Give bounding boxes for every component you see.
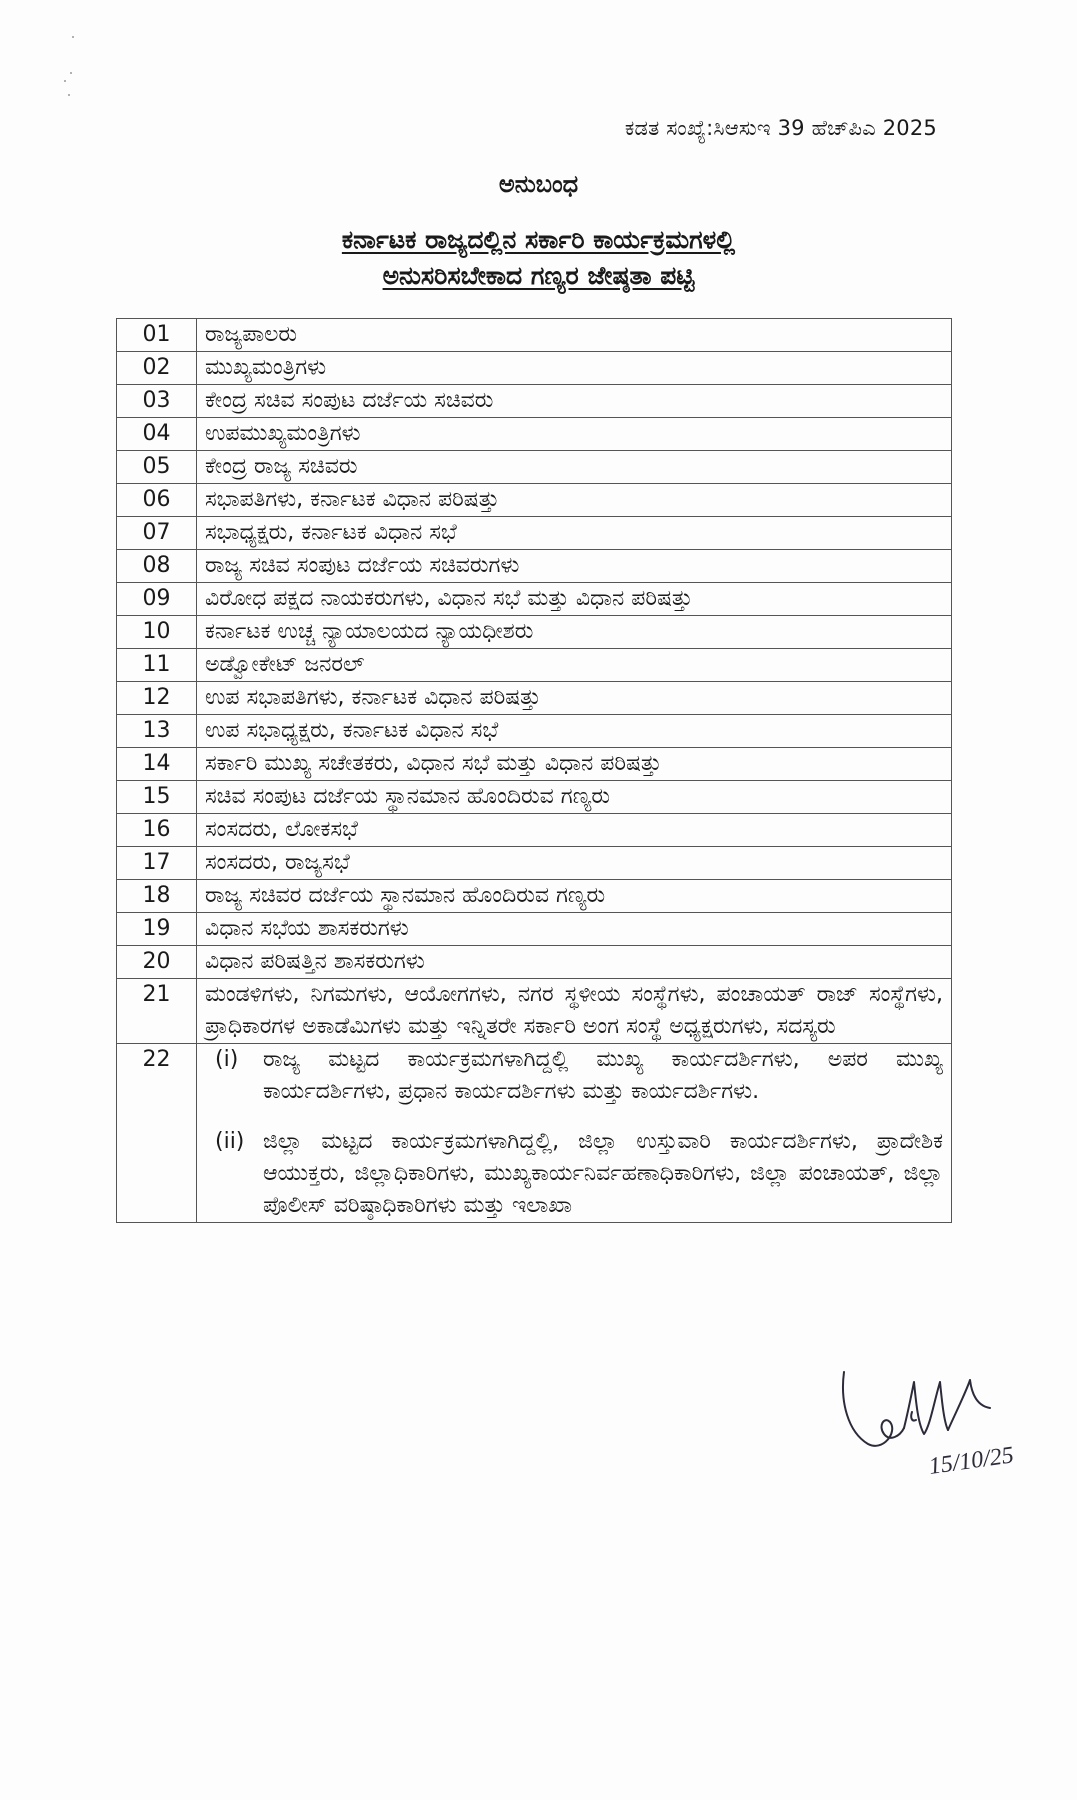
title-line-2: ಅನುಸರಿಸಬೇಕಾದ ಗಣ್ಯರ ಜೇಷ್ಠತಾ ಪಟ್ಟಿ	[382, 261, 695, 290]
row-text: ವಿಧಾನ ಸಭೆಯ ಶಾಸಕರುಗಳು	[197, 913, 952, 946]
table-row	[117, 451, 952, 484]
row-number: 16	[117, 814, 197, 847]
table-row	[117, 385, 952, 418]
table-row	[117, 484, 952, 517]
sub-item	[205, 1044, 943, 1108]
table-row	[117, 979, 952, 1044]
precedence-table	[116, 318, 952, 1223]
row-text: ಸಭಾಪತಿಗಳು, ಕರ್ನಾಟಕ ವಿಧಾನ ಪರಿಷತ್ತು	[197, 484, 952, 517]
row-number: 08	[117, 550, 197, 583]
handwritten-signature	[838, 1352, 1038, 1482]
row-number: 14	[117, 748, 197, 781]
table-row	[117, 946, 952, 979]
row-text: ಅಡ್ವೋಕೇಟ್ ಜನರಲ್	[197, 649, 952, 682]
table-row	[117, 781, 952, 814]
row-number: 17	[117, 847, 197, 880]
row-number: 11	[117, 649, 197, 682]
row-number: 18	[117, 880, 197, 913]
table-row	[117, 814, 952, 847]
table-row	[117, 649, 952, 682]
row-number: 02	[117, 352, 197, 385]
table-row	[117, 616, 952, 649]
table-row	[117, 847, 952, 880]
row-text: ಕರ್ನಾಟಕ ಉಚ್ಚ ನ್ಯಾಯಾಲಯದ ನ್ಯಾಯಧೀಶರು	[197, 616, 952, 649]
sub-item	[205, 1126, 943, 1222]
table-row	[117, 715, 952, 748]
table-row	[117, 352, 952, 385]
row-number: 10	[117, 616, 197, 649]
row-number: 13	[117, 715, 197, 748]
table-row-22	[117, 1044, 952, 1223]
row-text: ರಾಜ್ಯ ಸಚಿವ ಸಂಪುಟ ದರ್ಜೆಯ ಸಚಿವರುಗಳು	[197, 550, 952, 583]
table-row	[117, 682, 952, 715]
row-text: ಸಚಿವ ಸಂಪುಟ ದರ್ಜೆಯ ಸ್ಥಾನಮಾನ ಹೊಂದಿರುವ ಗಣ್ಯರು	[197, 781, 952, 814]
table-row	[117, 319, 952, 352]
sub-item-marker: (ii)	[215, 1129, 245, 1154]
table-row	[117, 880, 952, 913]
row-number: 01	[117, 319, 197, 352]
title-line-1: ಕರ್ನಾಟಕ ರಾಜ್ಯದಲ್ಲಿನ ಸರ್ಕಾರಿ ಕಾರ್ಯಕ್ರಮಗಳಲ್ಲಿ	[341, 225, 736, 254]
file-reference-number: ಕಡತ ಸಂಖ್ಯೆ:ಸಿಆಸುಇ 39 ಹೆಚ್‌ಪಿಎ 2025	[624, 116, 937, 140]
row-text: ಉಪ ಸಭಾಪತಿಗಳು, ಕರ್ನಾಟಕ ವಿಧಾನ ಪರಿಷತ್ತು	[197, 682, 952, 715]
row-number: 22	[117, 1044, 197, 1223]
row-text: ಉಪ ಸಭಾಧ್ಯಕ್ಷರು, ಕರ್ನಾಟಕ ವಿಧಾನ ಸಭೆ	[197, 715, 952, 748]
document-title	[0, 222, 1077, 294]
row-number: 06	[117, 484, 197, 517]
row-number: 12	[117, 682, 197, 715]
row-number: 05	[117, 451, 197, 484]
row-text: ಸಭಾಧ್ಯಕ್ಷರು, ಕರ್ನಾಟಕ ವಿಧಾನ ಸಭೆ	[197, 517, 952, 550]
row-text: ಸರ್ಕಾರಿ ಮುಖ್ಯ ಸಚೇತಕರು, ವಿಧಾನ ಸಭೆ ಮತ್ತು ವಿಧಾನ ಪರಿಷತ್ತು	[197, 748, 952, 781]
sub-item-marker: (i)	[215, 1047, 239, 1072]
row-text: ಸಂಸದರು, ರಾಜ್ಯಸಭೆ	[197, 847, 952, 880]
row-text: ಸಂಸದರು, ಲೋಕಸಭೆ	[197, 814, 952, 847]
row-text: ಮಂಡಳಿಗಳು, ನಿಗಮಗಳು, ಆಯೋಗಗಳು, ನಗರ ಸ್ಥಳೀಯ ಸಂಸ್ಥೆಗಳು, ಪಂಚಾಯತ್ ರಾಜ್ ಸಂಸ್ಥೆಗಳು, ಪ್ರಾಧಿಕಾರಗಳ ಅಕಾಡೆಮಿಗಳು ಮತ್ತು ಇನ್ನಿತರೇ ಸರ್ಕಾರಿ ಅಂಗ ಸಂಸ್ಥೆ ಅಧ್ಯಕ್ಷರುಗಳು, ಸದಸ್ಯರು	[197, 979, 952, 1044]
row-text: ವಿರೋಧ ಪಕ್ಷದ ನಾಯಕರುಗಳು, ವಿಧಾನ ಸಭೆ ಮತ್ತು ವಿಧಾನ ಪರಿಷತ್ತು	[197, 583, 952, 616]
table-row	[117, 517, 952, 550]
row-text: ರಾಜ್ಯ ಸಚಿವರ ದರ್ಜೆಯ ಸ್ಥಾನಮಾನ ಹೊಂದಿರುವ ಗಣ್ಯರು	[197, 880, 952, 913]
table-row	[117, 550, 952, 583]
row-text: ಉಪಮುಖ್ಯಮಂತ್ರಿಗಳು	[197, 418, 952, 451]
row-number: 20	[117, 946, 197, 979]
row-text: ಮುಖ್ಯಮಂತ್ರಿಗಳು	[197, 352, 952, 385]
row-text: ಕೇಂದ್ರ ರಾಜ್ಯ ಸಚಿವರು	[197, 451, 952, 484]
table-row	[117, 913, 952, 946]
table-row	[117, 583, 952, 616]
row-number: 21	[117, 979, 197, 1044]
table-row	[117, 418, 952, 451]
signature-date: 15/10/25	[927, 1442, 1016, 1480]
row-number: 07	[117, 517, 197, 550]
row-text: ಕೇಂದ್ರ ಸಚಿವ ಸಂಪುಟ ದರ್ಜೆಯ ಸಚಿವರು	[197, 385, 952, 418]
row-number: 03	[117, 385, 197, 418]
row-number: 19	[117, 913, 197, 946]
row-number: 15	[117, 781, 197, 814]
row-text: ರಾಜ್ಯಪಾಲರು	[197, 319, 952, 352]
row-number: 04	[117, 418, 197, 451]
sub-item-text: ಜಿಲ್ಲಾ ಮಟ್ಟದ ಕಾರ್ಯಕ್ರಮಗಳಾಗಿದ್ದಲ್ಲಿ, ಜಿಲ್ಲಾ ಉಸ್ತುವಾರಿ ಕಾರ್ಯದರ್ಶಿಗಳು, ಪ್ರಾದೇಶಿಕ ಆಯುಕ್ತರು, ಜಿಲ್ಲಾಧಿಕಾರಿಗಳು, ಮುಖ್ಯಕಾರ್ಯನಿರ್ವಹಣಾಧಿಕಾರಿಗಳು, ಜಿಲ್ಲಾ ಪಂಚಾಯತ್, ಜಿಲ್ಲಾ ಪೊಲೀಸ್ ವರಿಷ್ಠಾಧಿಕಾರಿಗಳು ಮತ್ತು ಇಲಾಖಾ	[263, 1129, 943, 1218]
table-row	[117, 748, 952, 781]
sub-item-text: ರಾಜ್ಯ ಮಟ್ಟದ ಕಾರ್ಯಕ್ರಮಗಳಾಗಿದ್ದಲ್ಲಿ ಮುಖ್ಯ ಕಾರ್ಯದರ್ಶಿಗಳು, ಅಪರ ಮುಖ್ಯ ಕಾರ್ಯದರ್ಶಿಗಳು, ಪ್ರಧಾನ ಕಾರ್ಯದರ್ಶಿಗಳು ಮತ್ತು ಕಾರ್ಯದರ್ಶಿಗಳು.	[263, 1047, 943, 1104]
row-sub-items	[197, 1044, 952, 1223]
annex-heading: ಅನುಬಂಧ	[498, 170, 579, 198]
row-text: ವಿಧಾನ ಪರಿಷತ್ತಿನ ಶಾಸಕರುಗಳು	[197, 946, 952, 979]
row-number: 09	[117, 583, 197, 616]
